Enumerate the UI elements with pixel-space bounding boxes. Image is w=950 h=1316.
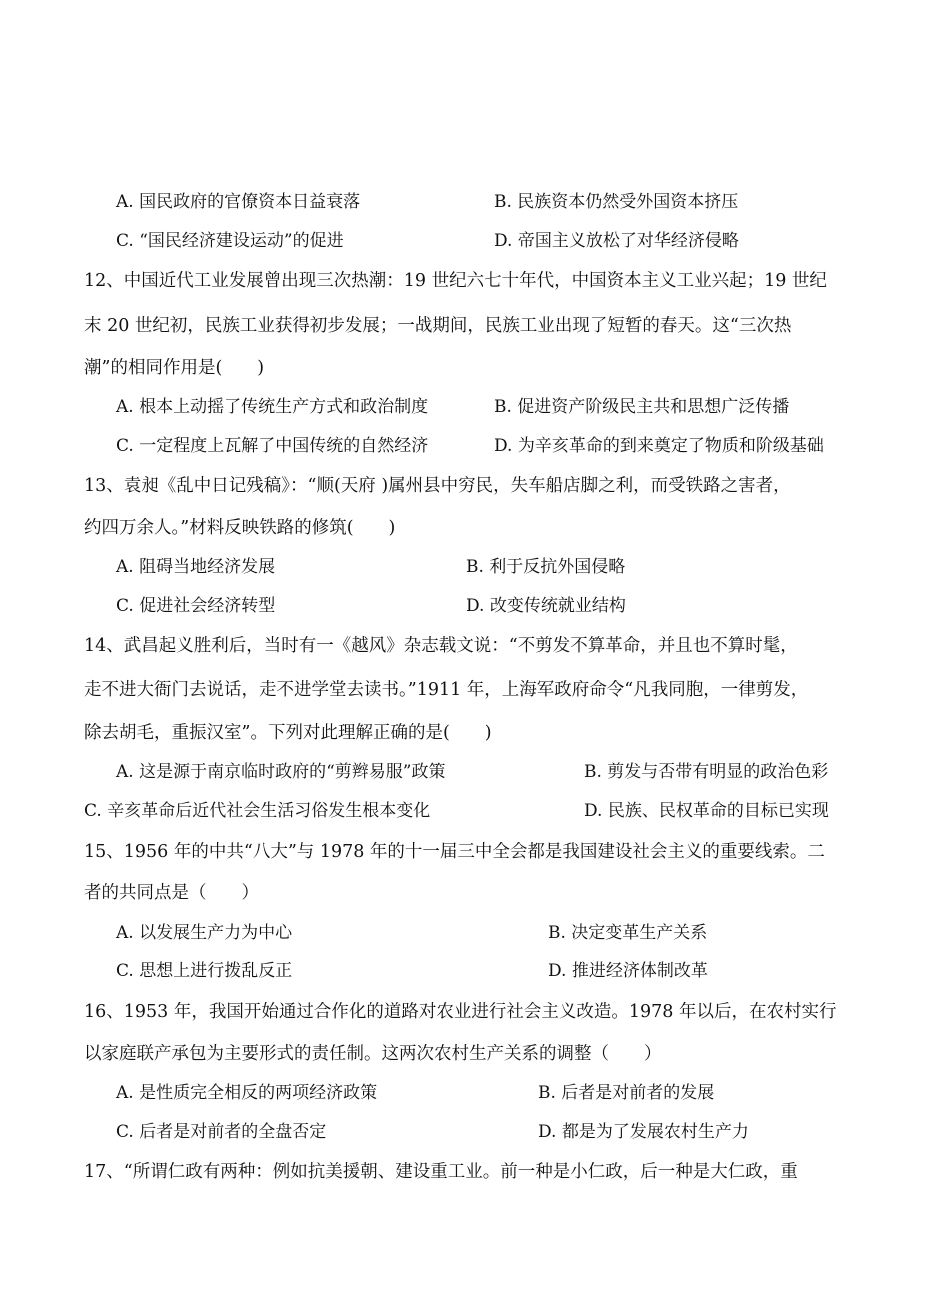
q14-stem-line-3: 除去胡毛，重振汉室”。下列对此理解正确的是( ) bbox=[84, 723, 492, 743]
q13-stem-line-2: 约四万余人。”材料反映铁路的修筑( ) bbox=[84, 518, 396, 538]
q14-stem-line-2: 走不进大衙门去说话，走不进学堂去读书。”1911 年，上海军政府命令“凡我同胞，一律剪发， bbox=[84, 680, 809, 700]
q15-option-a: A. 以发展生产力为中心 bbox=[116, 923, 293, 943]
q12-option-c: C. 一定程度上瓦解了中国传统的自然经济 bbox=[116, 436, 429, 456]
q15-option-b: B. 决定变革生产关系 bbox=[548, 923, 708, 943]
q13-option-b: B. 利于反抗外国侵略 bbox=[466, 557, 626, 577]
q15-stem-line-1: 15、1956 年的中共“八大”与 1978 年的十一届三中全会都是我国建设社会主义的重要线索。二 bbox=[84, 842, 825, 862]
q11-option-a: A. 国民政府的官僚资本日益衰落 bbox=[116, 192, 361, 212]
q12-option-d: D. 为辛亥革命的到来奠定了物质和阶级基础 bbox=[494, 436, 824, 456]
q15-option-c: C. 思想上进行拨乱反正 bbox=[116, 961, 293, 981]
q14-option-c: C. 辛亥革命后近代社会生活习俗发生根本变化 bbox=[84, 801, 431, 821]
q16-option-b: B. 后者是对前者的发展 bbox=[538, 1083, 715, 1103]
q16-stem-line-1: 16、1953 年，我国开始通过合作化的道路对农业进行社会主义改造。1978 年以后，在农村实行 bbox=[84, 1002, 837, 1022]
q17-stem-line-1: 17、“所谓仁政有两种：例如抗美援朝、建设重工业。前一种是小仁政，后一种是大仁政，重 bbox=[84, 1162, 798, 1182]
q16-stem-line-2: 以家庭联产承包为主要形式的责任制。这两次农村生产关系的调整（ ） bbox=[84, 1044, 662, 1064]
q13-option-d: D. 改变传统就业结构 bbox=[466, 596, 626, 616]
q11-option-c: C. “国民经济建设运动”的促进 bbox=[116, 231, 344, 251]
q12-stem-line-1: 12、中国近代工业发展曾出现三次热潮：19 世纪六七十年代，中国资本主义工业兴起；19 世纪 bbox=[84, 271, 827, 291]
q16-option-d: D. 都是为了发展农村生产力 bbox=[538, 1122, 749, 1142]
q11-option-d: D. 帝国主义放松了对华经济侵略 bbox=[494, 231, 739, 251]
q14-option-a: A. 这是源于南京临时政府的“剪辫易服”政策 bbox=[116, 762, 446, 782]
q12-option-b: B. 促进资产阶级民主共和思想广泛传播 bbox=[494, 397, 790, 417]
q15-option-d: D. 推进经济体制改革 bbox=[548, 961, 708, 981]
q16-option-a: A. 是性质完全相反的两项经济政策 bbox=[116, 1083, 378, 1103]
q13-option-c: C. 促进社会经济转型 bbox=[116, 596, 276, 616]
q16-option-c: C. 后者是对前者的全盘否定 bbox=[116, 1122, 327, 1142]
q13-option-a: A. 阻碍当地经济发展 bbox=[116, 557, 276, 577]
q12-option-a: A. 根本上动摇了传统生产方式和政治制度 bbox=[116, 397, 429, 417]
q15-stem-line-2: 者的共同点是（ ） bbox=[84, 883, 259, 903]
q14-option-d: D. 民族、民权革命的目标已实现 bbox=[584, 801, 829, 821]
q11-option-b: B. 民族资本仍然受外国资本挤压 bbox=[494, 192, 739, 212]
q14-option-b: B. 剪发与否带有明显的政治色彩 bbox=[584, 762, 829, 782]
q12-stem-line-2: 末 20 世纪初，民族工业获得初步发展；一战期间，民族工业出现了短暂的春天。这“三次热 bbox=[84, 316, 792, 336]
q14-stem-line-1: 14、武昌起义胜利后，当时有一《越风》杂志载文说：“不剪发不算革命，并且也不算时髦， bbox=[84, 636, 798, 656]
q13-stem-line-1: 13、袁昶《乱中日记残稿》：“顺(天府 )属州县中穷民，失车船店脚之利，而受铁路之害者， bbox=[84, 476, 791, 496]
q12-stem-line-3: 潮”的相同作用是( ) bbox=[84, 358, 265, 378]
